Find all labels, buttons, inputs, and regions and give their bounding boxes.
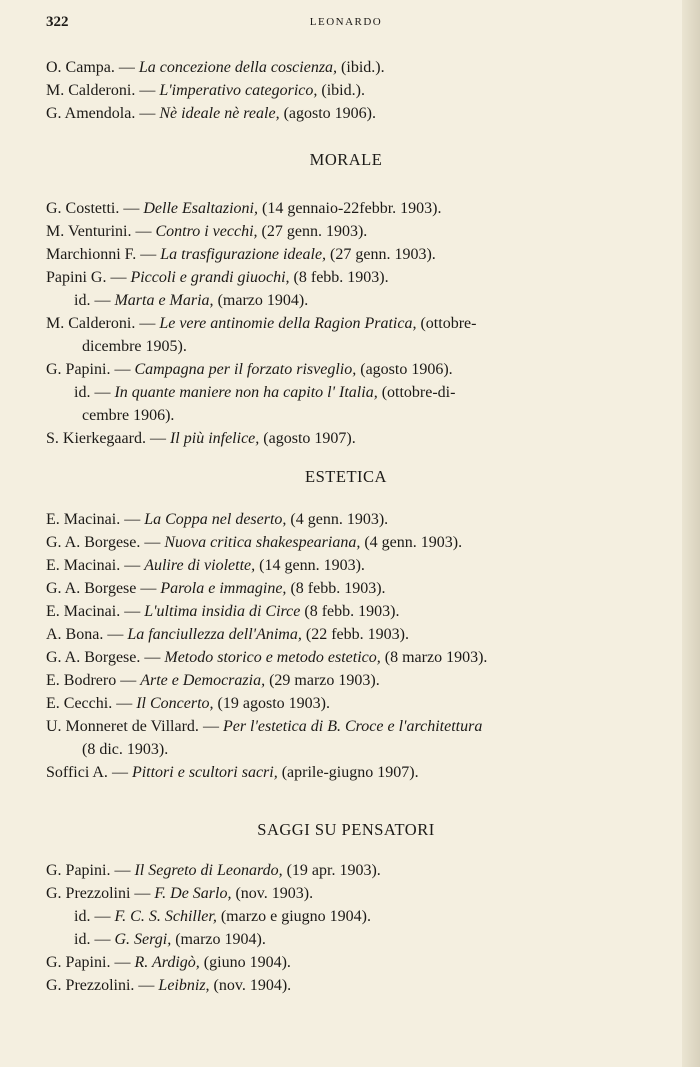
entry-separator: — bbox=[140, 649, 165, 666]
section-heading: MORALE bbox=[309, 150, 383, 169]
entry-author: id. bbox=[74, 931, 91, 948]
entry-title: L'imperativo categorico, bbox=[159, 82, 318, 99]
entry-author: E. Macinai. bbox=[46, 557, 121, 574]
bibliography-entry bbox=[46, 974, 606, 997]
entry-date: (marzo 1904). bbox=[213, 292, 309, 309]
entry-separator: — bbox=[114, 59, 139, 76]
entry-separator: — bbox=[112, 695, 137, 712]
entry-continuation: (8 dic. 1903). bbox=[82, 741, 169, 758]
entry-author: G. A. Borgese bbox=[46, 580, 137, 597]
entry-date: (nov. 1903). bbox=[231, 885, 314, 902]
running-head: LEONARDO bbox=[309, 16, 383, 28]
bibliography-entry bbox=[46, 56, 606, 79]
entry-author: G. Amendola. bbox=[46, 105, 136, 122]
bibliography-entry bbox=[46, 266, 606, 289]
entry-author: M. Venturini. bbox=[46, 223, 132, 240]
bibliography-entry bbox=[74, 905, 634, 928]
bibliography-entry bbox=[46, 312, 606, 335]
entry-date: (ottobre-di- bbox=[377, 384, 456, 401]
entry-title: G. Sergi, bbox=[114, 931, 172, 948]
bibliography-entry bbox=[46, 197, 606, 220]
entry-date: (8 marzo 1903). bbox=[380, 649, 488, 666]
entry-author: E. Cecchi. bbox=[46, 695, 113, 712]
entry-author: G. Prezzolini. bbox=[46, 977, 135, 994]
entry-separator: — bbox=[135, 82, 160, 99]
bibliography-entry bbox=[46, 600, 606, 623]
entry-separator: — bbox=[130, 885, 155, 902]
entry-author: S. Kierkegaard. bbox=[46, 430, 146, 447]
entry-author: M. Calderoni. bbox=[46, 82, 136, 99]
entry-separator: — bbox=[110, 862, 135, 879]
bibliography-entry bbox=[46, 531, 606, 554]
entry-separator: — bbox=[140, 534, 165, 551]
section-heading: SAGGI SU PENSATORI bbox=[257, 820, 435, 839]
entry-title: Piccoli e grandi giuochi, bbox=[130, 269, 290, 286]
entry-continuation: cembre 1906). bbox=[82, 407, 175, 424]
entry-separator: — bbox=[119, 200, 144, 217]
entry-date: (ibid.). bbox=[317, 82, 365, 99]
entry-date: (8 febb. 1903). bbox=[300, 603, 400, 620]
bibliography-entry bbox=[46, 577, 606, 600]
entry-author: Soffici A. bbox=[46, 764, 108, 781]
entry-title: Contro i vecchi, bbox=[155, 223, 258, 240]
entry-author: Marchionni F. bbox=[46, 246, 137, 263]
entry-author: U. Monneret de Villard. bbox=[46, 718, 199, 735]
entry-title: La concezione della coscienza, bbox=[138, 59, 338, 76]
entry-title: Delle Esaltazioni, bbox=[143, 200, 258, 217]
entry-date: (aprile-giugno 1907). bbox=[277, 764, 419, 781]
entry-author: G. Costetti. bbox=[46, 200, 120, 217]
entry-date: (8 febb. 1903). bbox=[289, 269, 389, 286]
entry-separator: — bbox=[110, 361, 135, 378]
entry-author: G. Papini. bbox=[46, 862, 111, 879]
entry-author: id. bbox=[74, 292, 91, 309]
entry-title: La trasfigurazione ideale, bbox=[160, 246, 327, 263]
entry-date: (19 apr. 1903). bbox=[282, 862, 381, 879]
entry-date: (giuno 1904). bbox=[199, 954, 291, 971]
entry-separator: — bbox=[120, 603, 145, 620]
entry-separator: — bbox=[136, 580, 161, 597]
entry-title: Il più infelice, bbox=[169, 430, 260, 447]
entry-date: (nov. 1904). bbox=[209, 977, 292, 994]
entry-separator: — bbox=[135, 105, 160, 122]
bibliography-entry bbox=[46, 623, 606, 646]
entry-title: La Coppa nel deserto, bbox=[144, 511, 287, 528]
entry-title: Nuova critica shakespeariana, bbox=[164, 534, 361, 551]
entry-separator: — bbox=[103, 626, 128, 643]
entry-separator: — bbox=[131, 223, 156, 240]
entry-author: O. Campa. bbox=[46, 59, 115, 76]
bibliography-entry bbox=[46, 715, 606, 738]
entry-separator: — bbox=[120, 557, 145, 574]
entry-author: E. Macinai. bbox=[46, 511, 121, 528]
entry-separator: — bbox=[107, 764, 132, 781]
bibliography-entry bbox=[46, 761, 606, 784]
entry-date: (27 genn. 1903). bbox=[257, 223, 368, 240]
entry-title: Nè ideale nè reale, bbox=[159, 105, 280, 122]
entry-author: E. Macinai. bbox=[46, 603, 121, 620]
entry-author: A. Bona. bbox=[46, 626, 104, 643]
entry-title: Pittori e scultori sacri, bbox=[131, 764, 278, 781]
bibliography-entry bbox=[46, 646, 606, 669]
entry-separator: — bbox=[135, 315, 160, 332]
entry-date: (agosto 1906). bbox=[356, 361, 453, 378]
entry-date: (marzo 1904). bbox=[171, 931, 266, 948]
entry-author: E. Bodrero bbox=[46, 672, 117, 689]
entry-date: (agosto 1907). bbox=[259, 430, 356, 447]
entry-separator: — bbox=[120, 511, 145, 528]
bibliography-entry bbox=[46, 358, 606, 381]
entry-separator: — bbox=[90, 292, 115, 309]
bibliography-entry bbox=[46, 220, 606, 243]
entry-date: (29 marzo 1903). bbox=[265, 672, 380, 689]
entry-title: Il Concerto, bbox=[136, 695, 214, 712]
bibliography-entry bbox=[74, 289, 634, 312]
entry-title: Arte e Democrazia, bbox=[140, 672, 266, 689]
entry-author: G. A. Borgese. bbox=[46, 534, 141, 551]
entry-date: (agosto 1906). bbox=[279, 105, 377, 122]
entry-date: (8 febb. 1903). bbox=[286, 580, 386, 597]
entry-date: (27 genn. 1903). bbox=[326, 246, 436, 263]
entry-author: G. Papini. bbox=[46, 361, 111, 378]
entry-title: Aulire di violette, bbox=[144, 557, 256, 574]
entry-title: Le vere antinomie della Ragion Pratica, bbox=[159, 315, 417, 332]
entry-date: (19 agosto 1903). bbox=[213, 695, 330, 712]
entry-title: In quante maniere non ha capito l' Italia, bbox=[114, 384, 378, 401]
entry-separator: — bbox=[116, 672, 141, 689]
bibliography-entry bbox=[46, 692, 606, 715]
entry-date: (4 genn. 1903). bbox=[360, 534, 463, 551]
page-header bbox=[46, 14, 646, 36]
entry-date: (marzo e giugno 1904). bbox=[216, 908, 372, 925]
bibliography-entry bbox=[46, 882, 606, 905]
entry-date: (ibid.). bbox=[337, 59, 385, 76]
entry-title: L'ultima insidia di Circe bbox=[144, 603, 301, 620]
entry-date: (22 febb. 1903). bbox=[301, 626, 409, 643]
section-heading: ESTETICA bbox=[305, 467, 387, 486]
bibliography-entry bbox=[46, 951, 606, 974]
bibliography-entry bbox=[46, 102, 606, 125]
entry-continuation: dicembre 1905). bbox=[82, 338, 187, 355]
bibliography-entry bbox=[46, 859, 606, 882]
entry-author: M. Calderoni. bbox=[46, 315, 136, 332]
bibliography-entry bbox=[46, 79, 606, 102]
entry-title: R. Ardigò, bbox=[134, 954, 200, 971]
entry-title: Per l'estetica di B. Croce e l'architettura bbox=[222, 718, 483, 735]
entry-separator: — bbox=[134, 977, 159, 994]
page-edge-shadow bbox=[682, 0, 700, 1067]
entry-separator: — bbox=[136, 246, 161, 263]
entry-author: Papini G. bbox=[46, 269, 107, 286]
entry-title: Metodo storico e metodo estetico, bbox=[164, 649, 381, 666]
entry-date: (14 gennaio-22febbr. 1903). bbox=[258, 200, 442, 217]
entry-separator: — bbox=[106, 269, 131, 286]
bibliography-entry bbox=[46, 427, 606, 450]
entry-title: F. C. S. Schiller, bbox=[114, 908, 217, 925]
entry-author: G. Papini. bbox=[46, 954, 111, 971]
entry-title: Leibniz, bbox=[158, 977, 210, 994]
entry-title: F. De Sarlo, bbox=[154, 885, 232, 902]
entry-title: Marta e Maria, bbox=[114, 292, 214, 309]
entry-title: Il Segreto di Leonardo, bbox=[134, 862, 283, 879]
entry-separator: — bbox=[110, 954, 135, 971]
entry-date: (4 genn. 1903). bbox=[286, 511, 389, 528]
entry-title: La fanciullezza dell'Anima, bbox=[127, 626, 302, 643]
bibliography-entry bbox=[74, 381, 634, 404]
entry-title: Campagna per il forzato risveglio, bbox=[134, 361, 357, 378]
entry-date: (14 genn. 1903). bbox=[255, 557, 365, 574]
entry-separator: — bbox=[198, 718, 223, 735]
entry-author: id. bbox=[74, 908, 91, 925]
bibliography-entry bbox=[46, 669, 606, 692]
entry-author: id. bbox=[74, 384, 91, 401]
bibliography-entry bbox=[46, 243, 606, 266]
bibliography-entry bbox=[46, 554, 606, 577]
bibliography-entry bbox=[74, 928, 634, 951]
entry-separator: — bbox=[90, 384, 115, 401]
entry-separator: — bbox=[90, 908, 115, 925]
bibliography-entry bbox=[46, 508, 606, 531]
entry-date: (ottobre- bbox=[416, 315, 477, 332]
entry-author: G. Prezzolini bbox=[46, 885, 131, 902]
entry-separator: — bbox=[145, 430, 170, 447]
entry-author: G. A. Borgese. bbox=[46, 649, 141, 666]
entry-title: Parola e immagine, bbox=[160, 580, 287, 597]
page-number: 322 bbox=[46, 14, 69, 30]
entry-separator: — bbox=[90, 931, 115, 948]
